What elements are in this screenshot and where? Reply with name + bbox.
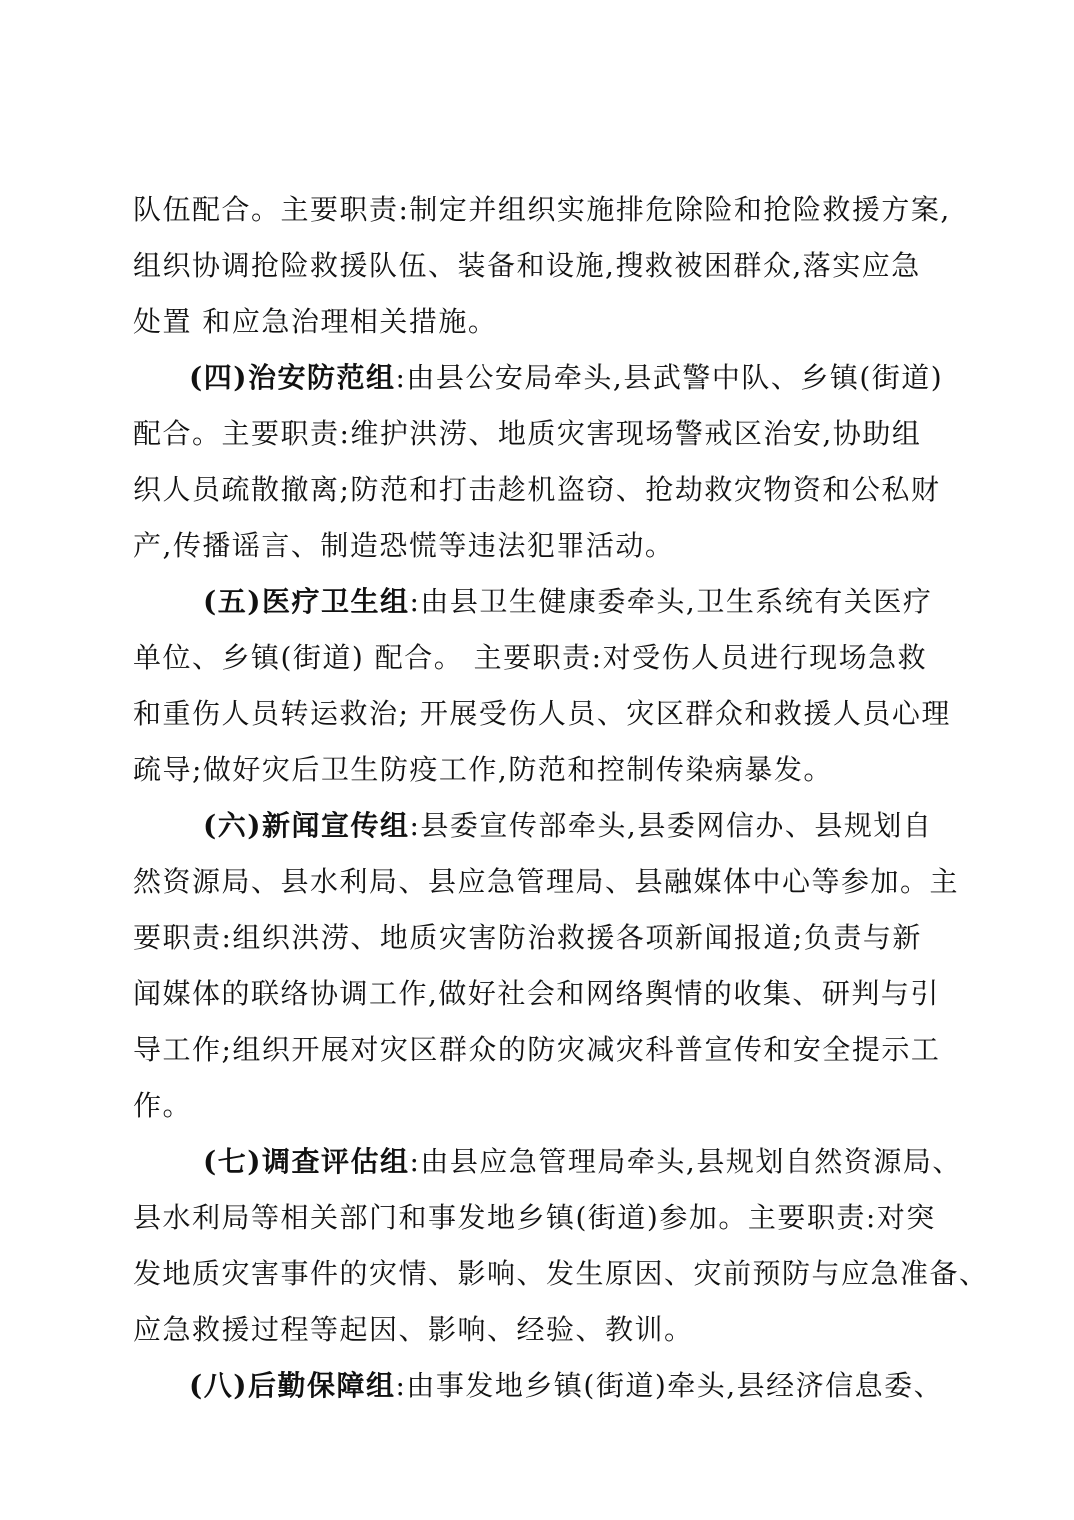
text-line (133, 1086, 953, 1126)
line-text: 闻媒体的联络协调工作,做好社会和网络舆情的收集、研判与引 (133, 977, 940, 1010)
line-text: 然资源局、县水利局、县应急管理局、县融媒体中心等参加。主 (133, 865, 960, 898)
text-line (133, 1310, 953, 1350)
line-text: :由县卫生健康委牵头,卫生系统有关医疗 (409, 585, 933, 618)
text-line (133, 1254, 989, 1294)
section-heading: (五)医疗卫生组 (203, 585, 410, 618)
line-text: :县委宣传部牵头,县委网信办、县规划自 (409, 809, 933, 842)
line-text: 要职责:组织洪涝、地质灾害防治救援各项新闻报道;负责与新 (133, 921, 922, 954)
line-text: 处置 和应急治理相关措施。 (133, 305, 498, 338)
text-line (133, 302, 953, 342)
line-text: 疏导;做好灾后卫生防疫工作,防范和控制传染病暴发。 (133, 753, 833, 786)
section-heading: (六)新闻宣传组 (203, 809, 410, 842)
text-line (133, 862, 960, 902)
text-line (133, 750, 953, 790)
section-heading-line (203, 582, 953, 622)
section-heading-line (203, 1142, 962, 1182)
line-text: :由县公安局牵头,县武警中队、乡镇(街道) (395, 361, 944, 394)
section-heading: (八)后勤保障组 (189, 1369, 396, 1402)
line-text: 导工作;组织开展对灾区群众的防灾减灾科普宣传和安全提示工 (133, 1033, 941, 1066)
line-text: 组织协调抢险救援队伍、装备和设施,搜救被困群众,落实应急 (133, 249, 921, 282)
line-text: 应急救援过程等起因、影响、经验、教训。 (133, 1313, 694, 1346)
line-text: 织人员疏散撤离;防范和打击趁机盗窃、抢劫救灾物资和公私财 (133, 473, 941, 506)
text-line (133, 414, 953, 454)
line-text: 发地质灾害事件的灾情、影响、发生原因、灾前预防与应急准备、 (133, 1257, 989, 1290)
section-heading: (四)治安防范组 (189, 361, 396, 394)
section-heading-line (189, 358, 953, 398)
text-line (133, 1030, 953, 1070)
section-heading: (七)调查评估组 (203, 1145, 410, 1178)
text-line (133, 974, 953, 1014)
line-text: 产,传播谣言、制造恐慌等违法犯罪活动。 (133, 529, 675, 562)
text-line (133, 638, 953, 678)
line-text: 和重伤人员转运救治; 开展受伤人员、灾区群众和救援人员心理 (133, 697, 951, 730)
text-line (133, 918, 953, 958)
section-heading-line (203, 806, 953, 846)
text-line (133, 526, 953, 566)
text-line (133, 694, 953, 734)
line-text: 队伍配合。主要职责:制定并组织实施排危除险和抢险救援方案, (133, 193, 951, 226)
text-line (133, 470, 953, 510)
text-line (133, 246, 953, 286)
line-text: 配合。主要职责:维护洪涝、地质灾害现场警戒区治安,协助组 (133, 417, 922, 450)
line-text: 单位、乡镇(街道) 配合。 主要职责:对受伤人员进行现场急救 (133, 641, 928, 674)
line-text: :由县应急管理局牵头,县规划自然资源局、 (409, 1145, 962, 1178)
text-line (133, 1198, 953, 1238)
text-line (133, 190, 953, 230)
line-text: 县水利局等相关部门和事发地乡镇(街道)参加。主要职责:对突 (133, 1201, 936, 1234)
line-text: :由事发地乡镇(街道)牵头,县经济信息委、 (395, 1369, 944, 1402)
line-text: 作。 (133, 1089, 193, 1122)
section-heading-line (189, 1366, 953, 1406)
